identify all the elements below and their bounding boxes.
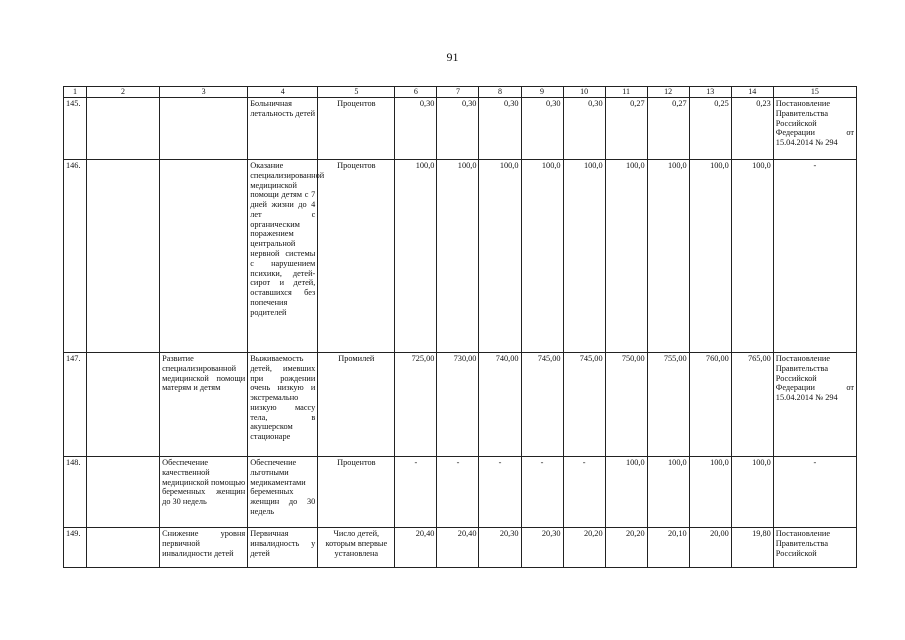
value-cell: 0,23 [731, 98, 773, 160]
value-cell: 100,0 [479, 160, 521, 353]
value-cell: 100,0 [647, 160, 689, 353]
value-cell: 100,0 [731, 457, 773, 528]
table-row [64, 353, 857, 457]
row-number: 149. [64, 528, 87, 568]
value-cell: 0,27 [605, 98, 647, 160]
column-header: 2 [87, 87, 160, 98]
table-row [64, 457, 857, 528]
value-cell: 20,20 [563, 528, 605, 568]
value-cell: 0,30 [563, 98, 605, 160]
column-header: 1 [64, 87, 87, 98]
column-header: 4 [248, 87, 318, 98]
column-2-cell [87, 98, 160, 160]
column-header: 12 [647, 87, 689, 98]
column-header: 10 [563, 87, 605, 98]
value-cell: 20,30 [479, 528, 521, 568]
value-cell: 730,00 [437, 353, 479, 457]
value-cell: 0,25 [689, 98, 731, 160]
column-header: 11 [605, 87, 647, 98]
value-cell: 745,00 [563, 353, 605, 457]
indicator-cell: Оказание специализированной медицинской помощи детям с 7 дней жизни до 4 лет с органическим поражением центральной нервной системы с нарушением психики, детей-сирот и детей, оставшихся без попечения родителей [248, 160, 318, 353]
value-cell: 725,00 [395, 353, 437, 457]
value-cell: 20,00 [689, 528, 731, 568]
value-cell: 760,00 [689, 353, 731, 457]
goal-cell [160, 98, 248, 160]
row-number: 148. [64, 457, 87, 528]
goal-cell [160, 160, 248, 353]
indicators-table [63, 86, 857, 568]
indicator-cell: Выживаемость детей, имевших при рождении очень низкую и экстремально низкую массу тела, в акушерском стационаре [248, 353, 318, 457]
table-row [64, 528, 857, 568]
column-header: 15 [773, 87, 856, 98]
column-header: 6 [395, 87, 437, 98]
source-cell: Постановление Правительства Российской Федерации от 15.04.2014 № 294 [773, 98, 856, 160]
value-cell: 20,40 [395, 528, 437, 568]
value-cell: 0,30 [395, 98, 437, 160]
value-cell: 20,30 [521, 528, 563, 568]
column-2-cell [87, 457, 160, 528]
goal-cell: Обеспечение качественной медицинской помощью беременных женщин до 30 недель [160, 457, 248, 528]
column-header: 8 [479, 87, 521, 98]
unit-cell: Число детей, которым впервые установлена [318, 528, 395, 568]
value-cell: 0,27 [647, 98, 689, 160]
unit-cell: Процентов [318, 457, 395, 528]
row-number: 147. [64, 353, 87, 457]
value-cell: 0,30 [479, 98, 521, 160]
value-cell: 19,80 [731, 528, 773, 568]
value-cell: - [563, 457, 605, 528]
column-header: 7 [437, 87, 479, 98]
value-cell: 100,0 [437, 160, 479, 353]
unit-cell: Промилей [318, 353, 395, 457]
indicator-cell: Первичная инвалидность у детей [248, 528, 318, 568]
value-cell: 100,0 [605, 457, 647, 528]
column-header: 5 [318, 87, 395, 98]
page-number: 91 [446, 50, 459, 64]
value-cell: 750,00 [605, 353, 647, 457]
indicator-cell: Обеспечение льготными медикаментами беременных женщин до 30 недель [248, 457, 318, 528]
source-cell: Постановление Правительства Российской Федерации от 15.04.2014 № 294 [773, 353, 856, 457]
value-cell: 20,40 [437, 528, 479, 568]
value-cell: 745,00 [521, 353, 563, 457]
column-2-cell [87, 353, 160, 457]
column-header: 9 [521, 87, 563, 98]
column-header: 3 [160, 87, 248, 98]
table-header-row [64, 87, 857, 98]
value-cell: - [395, 457, 437, 528]
value-cell: 100,0 [563, 160, 605, 353]
unit-cell: Процентов [318, 160, 395, 353]
value-cell: - [479, 457, 521, 528]
value-cell: 0,30 [437, 98, 479, 160]
value-cell: 765,00 [731, 353, 773, 457]
column-2-cell [87, 528, 160, 568]
column-2-cell [87, 160, 160, 353]
row-number: 145. [64, 98, 87, 160]
source-cell: - [773, 457, 856, 528]
value-cell: 0,30 [521, 98, 563, 160]
value-cell: 100,0 [647, 457, 689, 528]
value-cell: 100,0 [689, 160, 731, 353]
source-cell: Постановление Правительства Российской [773, 528, 856, 568]
value-cell: - [437, 457, 479, 528]
indicator-cell: Больничная летальность детей [248, 98, 318, 160]
table-row [64, 160, 857, 353]
goal-cell: Снижение уровня первичной инвалидности детей [160, 528, 248, 568]
unit-cell: Процентов [318, 98, 395, 160]
value-cell: 755,00 [647, 353, 689, 457]
table-row [64, 98, 857, 160]
source-cell: - [773, 160, 856, 353]
column-header: 14 [731, 87, 773, 98]
value-cell: 100,0 [731, 160, 773, 353]
goal-cell: Развитие специализированной медицинской помощи матерям и детям [160, 353, 248, 457]
value-cell: 20,20 [605, 528, 647, 568]
value-cell: 740,00 [479, 353, 521, 457]
value-cell: 100,0 [605, 160, 647, 353]
value-cell: 20,10 [647, 528, 689, 568]
value-cell: 100,0 [689, 457, 731, 528]
value-cell: - [521, 457, 563, 528]
value-cell: 100,0 [395, 160, 437, 353]
row-number: 146. [64, 160, 87, 353]
column-header: 13 [689, 87, 731, 98]
value-cell: 100,0 [521, 160, 563, 353]
